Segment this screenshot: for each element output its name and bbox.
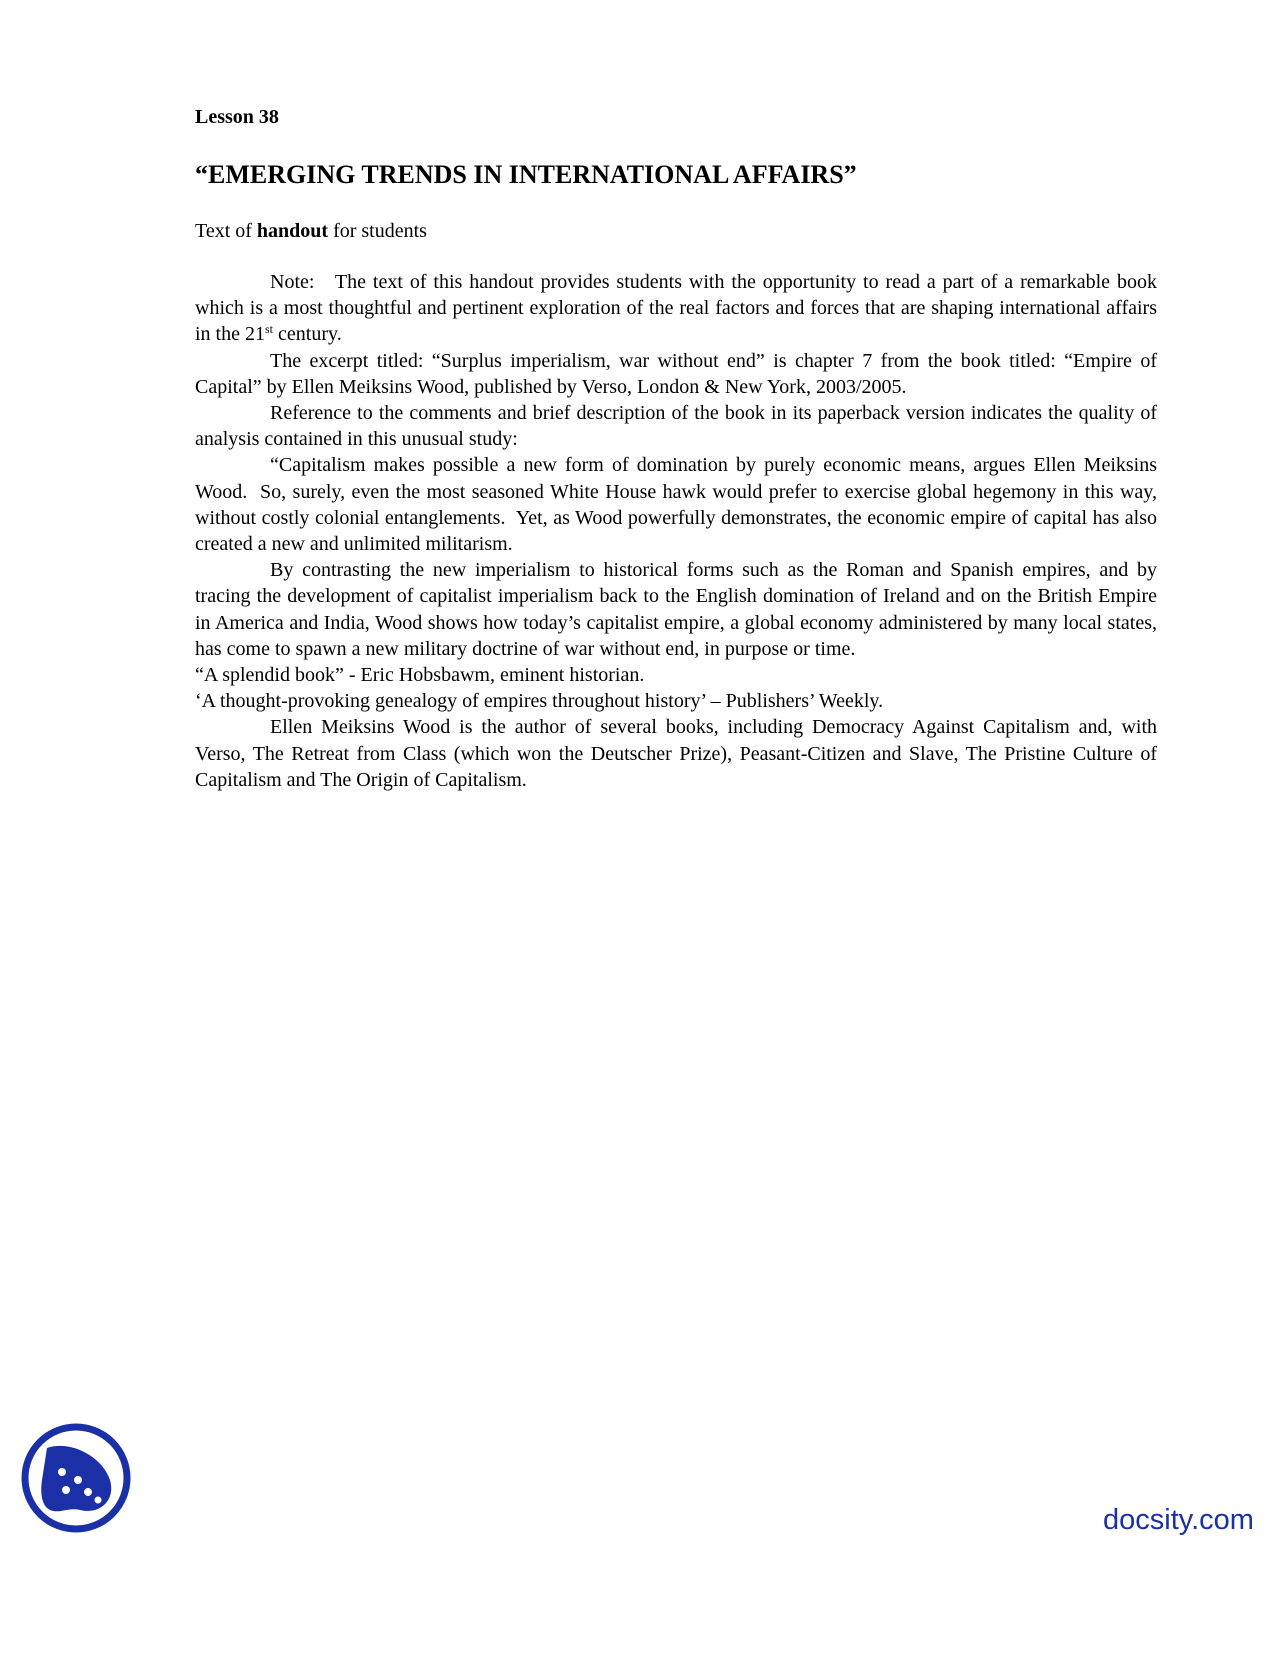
paragraph-author: Ellen Meiksins Wood is the author of several books, including Democracy Against Capitalism and, with Verso, The Retreat from Class (which won the Deutscher Prize), Peasant-Citizen and Slave, The Pristine Culture of Capitalism and The Origin of Capitalism. xyxy=(195,716,1157,791)
paragraph-hobsbawm-quote: “A splendid book” - Eric Hobsbawm, eminent historian. xyxy=(195,664,645,687)
note-text-end: century. xyxy=(273,323,342,346)
paragraph-capitalism-quote: “Capitalism makes possible a new form of domination by purely economic means, argues Ellen Meiksins Wood. So, surely, even the most seasoned White House hawk would prefer to exercise global hegemony in this way, without costly colonial entanglements. Yet, as Wood powerfully demonstrates, the economic empire of capital has also created a new and unlimited militarism. xyxy=(195,454,1157,556)
subtitle-prefix: Text of xyxy=(195,220,257,242)
paragraph-excerpt: The excerpt titled: “Surplus imperialism, war without end” is chapter 7 from the book titled: “Empire of Capital” by Ellen Meiksins Wood, published by Verso, London & New York, 2003/2005. xyxy=(195,349,1157,398)
document-body xyxy=(195,269,1157,793)
document-subtitle xyxy=(195,218,427,244)
paragraph-publishers-quote: ‘A thought-provoking genealogy of empires throughout history’ – Publishers’ Weekly. xyxy=(195,690,884,713)
paragraph-reference: Reference to the comments and brief description of the book in its paperback version indicates the quality of analysis contained in this unusual study: xyxy=(195,402,1157,451)
subtitle-suffix: for students xyxy=(328,220,427,242)
docsity-brand-link[interactable]: docsity.com xyxy=(1103,1504,1254,1536)
paragraph-note xyxy=(195,269,1157,348)
note-superscript: st xyxy=(265,322,274,337)
note-text: Note: The text of this handout provides students with the opportunity to read a part of a remarkable book which is a most thoughtful and pertinent exploration of the real factors and forces that are shaping international affairs in the 21 xyxy=(195,271,1157,346)
paragraph-contrasting: By contrasting the new imperialism to historical forms such as the Roman and Spanish empires, and by tracing the development of capitalist imperialism back to the English domination of Ireland and on the British Empire in America and India, Wood shows how today’s capitalist empire, a global economy administered by many local states, has come to spawn a new military doctrine of war without end, in purpose or time. xyxy=(195,559,1157,660)
lesson-number: Lesson 38 xyxy=(195,106,279,128)
subtitle-bold: handout xyxy=(256,220,329,242)
docsity-logo-icon xyxy=(20,1422,132,1534)
document-title: “EMERGING TRENDS IN INTERNATIONAL AFFAIRS” xyxy=(195,160,857,189)
